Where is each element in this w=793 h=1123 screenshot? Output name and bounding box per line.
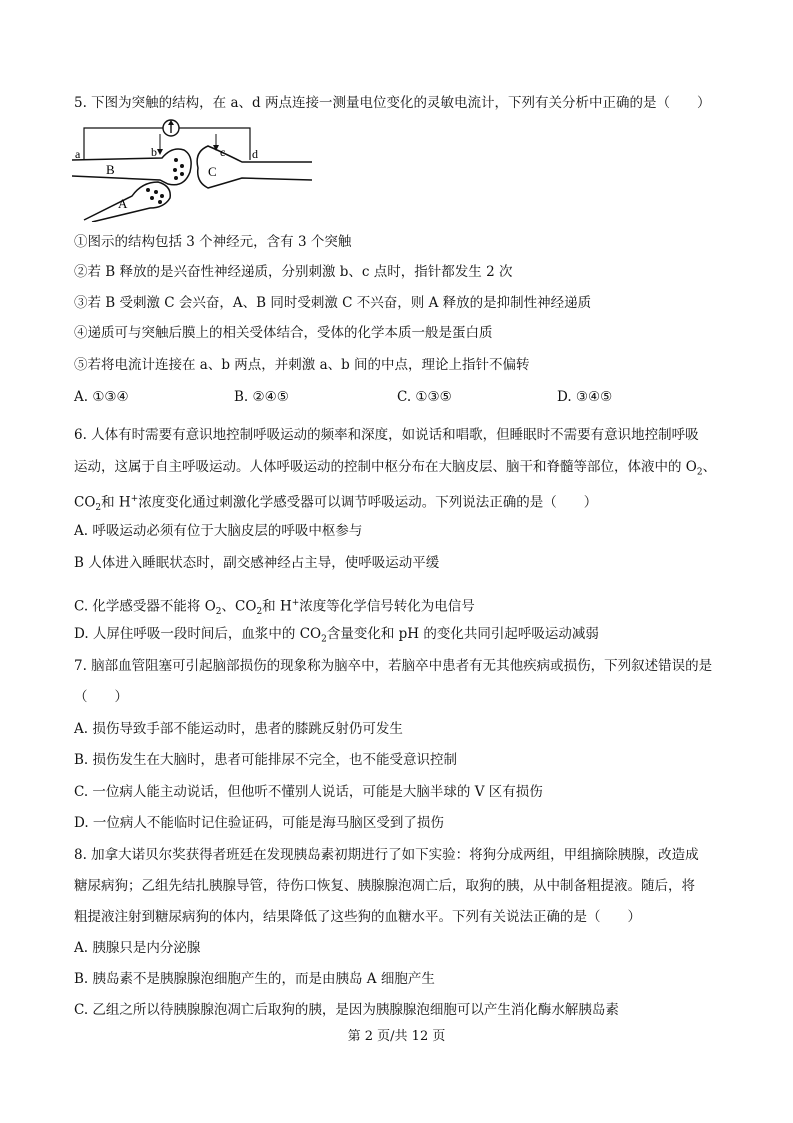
q6-option-c: C. 化学感受器不能将 $O_2$、$CO_2$和 H+浓度等化学信号转化为电信号 xyxy=(74,598,475,618)
q7-option-c: C. 一位病人能主动说话，但他听不懂别人说话，可能是大脑半球的 V 区有损伤 xyxy=(74,784,543,800)
label-b: b xyxy=(151,145,157,159)
label-a: a xyxy=(75,147,81,161)
q6-option-b: B 人体进入睡眠状态时，副交感神经占主导，使呼吸运动平缓 xyxy=(74,555,440,571)
q7-option-a: A. 损伤导致手部不能运动时，患者的膝跳反射仍可发生 xyxy=(74,721,403,737)
q8-option-a: A. 胰腺只是内分泌腺 xyxy=(74,940,201,956)
q6-line-2: 运动，这属于自主呼吸运动。人体呼吸运动的控制中枢分布在大脑皮层、脑干和脊髓等部位，体液中的 $O_2$、 xyxy=(74,459,717,478)
label-B: B xyxy=(106,162,115,177)
q6-line-1: 6. 人体有时需要有意识地控制呼吸运动的频率和深度，如说话和唱歌，但睡眠时不需要有意识地控制呼吸 xyxy=(74,427,699,443)
label-C: C xyxy=(208,164,217,179)
q7-option-b: B. 损伤发生在大脑时，患者可能排尿不完全，也不能受意识控制 xyxy=(74,752,458,768)
q8-line-2: 糖尿病狗；乙组先结扎胰腺导管，待伤口恢复、胰腺腺泡凋亡后，取狗的胰，从中制备粗提液。随后，将 xyxy=(74,878,695,894)
q5-statement-4: ④递质可与突触后膜上的相关受体结合，受体的化学本质一般是蛋白质 xyxy=(74,325,493,341)
q5-statement-3: ③若 B 受刺激 C 会兴奋，A、B 同时受刺激 C 不兴奋，则 A 释放的是抑制性神经递质 xyxy=(74,295,592,311)
q7-option-d: D. 一位病人不能临时记住验证码，可能是海马脑区受到了损伤 xyxy=(74,815,444,831)
q7-line-1: 7. 脑部血管阻塞可引起脑部损伤的现象称为脑卒中，若脑卒中患者有无其他疾病或损伤，下列叙述错误的是 xyxy=(74,658,713,674)
q8-option-b: B. 胰岛素不是胰腺腺泡细胞产生的，而是由胰岛 A 细胞产生 xyxy=(74,971,435,987)
q6-option-d: D. 人屏住呼吸一段时间后，血浆中的 $CO_2$含量变化和 pH 的变化共同引起呼吸运动减弱 xyxy=(74,626,599,645)
label-c: c xyxy=(220,145,226,159)
q8-line-1: 8. 加拿大诺贝尔奖获得者班廷在发现胰岛素初期进行了如下实验：将狗分成两组，甲组摘除胰腺，改造成 xyxy=(74,847,699,863)
q7-line-2: （ ） xyxy=(74,689,128,705)
q5-statement-2: ②若 B 释放的是兴奋性神经递质，分别刺激 b、c 点时，指针都发生 2 次 xyxy=(74,264,513,280)
synapse-diagram xyxy=(72,116,312,222)
q6-option-a: A. 呼吸运动必须有位于大脑皮层的呼吸中枢参与 xyxy=(74,523,363,539)
q6-line-3: $CO_2$和 H+浓度变化通过刺激化学感受器可以调节呼吸运动。下列说法正确的是（ ） xyxy=(74,494,598,514)
q5-statement-5: ⑤若将电流计连接在 a、b 两点，并刺激 a、b 间的中点，理论上指针不偏转 xyxy=(74,357,530,373)
q8-line-3: 粗提液注射到糖尿病狗的体内，结果降低了这些狗的血糖水平。下列有关说法正确的是（ ） xyxy=(74,909,641,925)
q5-option-b: B. ②④⑤ xyxy=(234,389,289,405)
q8-option-c: C. 乙组之所以待胰腺腺泡凋亡后取狗的胰，是因为胰腺腺泡细胞可以产生消化酶水解胰岛素 xyxy=(74,1002,619,1018)
page-footer: 第 2 页/共 12 页 xyxy=(347,1029,446,1044)
q5-option-c: C. ①③⑤ xyxy=(397,389,452,405)
q5-statement-1: ①图示的结构包括 3 个神经元，含有 3 个突触 xyxy=(74,234,352,250)
label-d: d xyxy=(252,147,258,161)
label-A: A xyxy=(118,196,128,211)
q5-stem: 5. 下图为突触的结构，在 a、d 两点连接一测量电位变化的灵敏电流计，下列有关分析中正确的是（ ） xyxy=(74,95,711,111)
q5-option-d: D. ③④⑤ xyxy=(557,389,613,405)
q5-option-a: A. ①③④ xyxy=(74,389,129,405)
